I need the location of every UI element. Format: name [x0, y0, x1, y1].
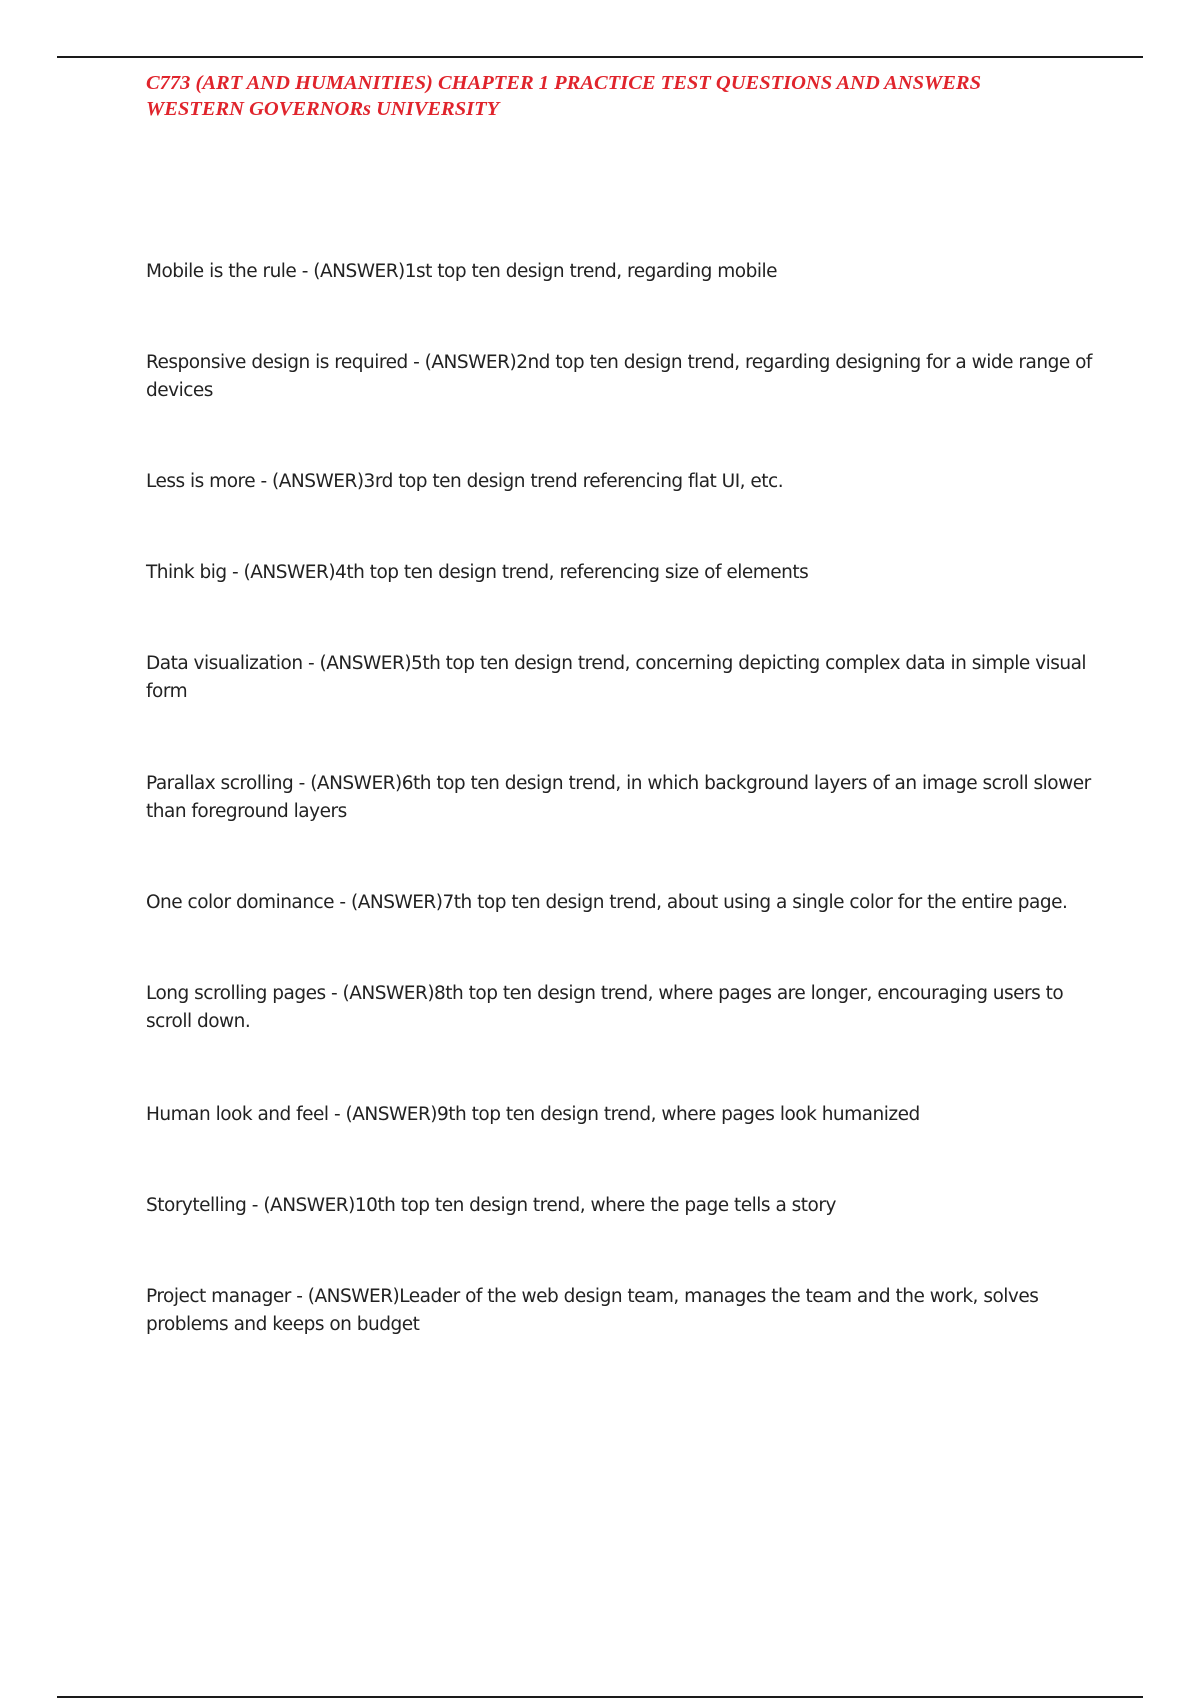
qa-item: Storytelling - (ANSWER)10th top ten design trend, where the page tells a story — [146, 1195, 836, 1216]
qa-item: Parallax scrolling - (ANSWER)6th top ten design trend, in which background layers of an image scroll slower than foreground layers — [146, 773, 1091, 822]
title-line-2: WESTERN GOVERNORs UNIVERSITY — [146, 98, 500, 120]
qa-item: Think big - (ANSWER)4th top ten design trend, referencing size of elements — [146, 562, 809, 583]
bottom-rule — [57, 1696, 1143, 1698]
qa-item: Responsive design is required - (ANSWER)2nd top ten design trend, regarding designing for a wide range of devices — [146, 352, 1092, 401]
document-title — [146, 70, 1106, 122]
top-rule — [57, 56, 1143, 58]
title-line-1: C773 (ART AND HUMANITIES) CHAPTER 1 PRACTICE TEST QUESTIONS AND ANSWERS — [146, 72, 981, 94]
qa-item: Less is more - (ANSWER)3rd top ten design trend referencing flat UI, etc. — [146, 471, 784, 492]
qa-item: Project manager - (ANSWER)Leader of the web design team, manages the team and the work, solves problems and keeps on budget — [146, 1286, 1039, 1335]
qa-item: Mobile is the rule - (ANSWER)1st top ten design trend, regarding mobile — [146, 261, 777, 282]
qa-item: One color dominance - (ANSWER)7th top ten design trend, about using a single color for the entire page. — [146, 892, 1068, 913]
qa-item: Human look and feel - (ANSWER)9th top ten design trend, where pages look humanized — [146, 1104, 920, 1125]
qa-item: Data visualization - (ANSWER)5th top ten design trend, concerning depicting complex data in simple visual form — [146, 653, 1087, 702]
qa-item: Long scrolling pages - (ANSWER)8th top ten design trend, where pages are longer, encouraging users to scroll down. — [146, 983, 1064, 1032]
